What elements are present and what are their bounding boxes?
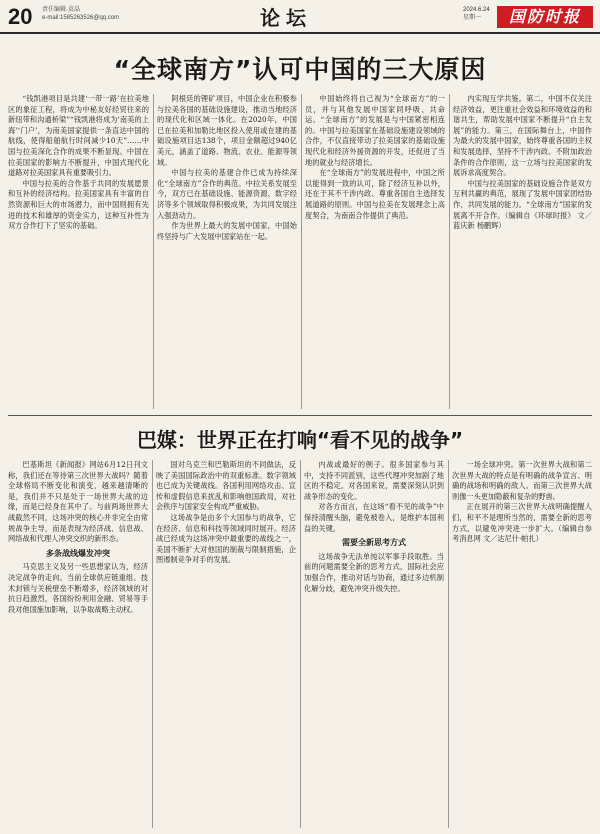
paragraph: 中国与拉美的基建合作已成为持续深化“全球南方”合作的典范。中拉关系发展至今，双方已在基础设施、能源资源、数字经济等多个领域取得积极成果，为共同发展注入强劲动力。 bbox=[157, 168, 297, 220]
paragraph: 马克思主义及另一些思想家认为，经济决定战争的走向。当前全球供应链重组、技术封锁与关税壁垒不断增多，经济领域的对抗日趋激烈，各国纷纷利用金融、贸易等手段对他国施加影响，以争取战略主动权。 bbox=[8, 562, 148, 614]
article2-column-4 bbox=[452, 460, 592, 828]
paragraph: 在“全球南方”的发展进程中，中国之所以能得到一致的认可，除了经济互补以外，还在于其不干涉内政、尊重各国自主选择发展道路的原则。中国与拉美在发展理念上高度契合，为南南合作提供了典范。 bbox=[305, 168, 445, 220]
paragraph: 国对乌克兰和巴勒斯坦的不同做法，反映了美国国际政治中的双重标准。数字领域也已成为关键战线。各国利用网络攻击、宣传和虚假信息来扰乱和影响他国政局，对社会秩序与国家安全构成严重威胁。 bbox=[156, 460, 296, 512]
date-line: 2024.6.24 bbox=[463, 7, 490, 13]
paragraph: 正在展开的第三次世界大战明确提醒人们，和平不是理所当然的，需要全新的思考方式，以避免冲突进一步扩大。（编辑自参考消息网 文／达尼什·帕扎） bbox=[452, 502, 592, 544]
column-divider bbox=[300, 460, 301, 828]
paragraph: 作为世界上最大的发展中国家，中国始终坚持与广大发展中国家站在一起。 bbox=[157, 221, 297, 241]
paragraph: 这场战争无法单纯以军事手段取胜。当前的问题需要全新的思考方式，国际社会应加强合作，推动对话与协商，通过多边机制化解分歧，避免冲突升级失控。 bbox=[304, 551, 444, 593]
paragraph: 内实现互学共鉴。第二，中国不仅关注经济效益，更注重社会效益和环境效益的和谐共生，帮助发展中国家不断提升“自主发展”的能力。第三，在国际舞台上，中国作为最大的发展中国家，始终尊重各国的主权和发展选择，坚持不干涉内政、不附加政治条件的合作原则，这一立场与拉美国家的发展诉求高度契合。 bbox=[453, 94, 592, 178]
paragraph: 中国始终将自己视为“全球南方”的一员，并与其他发展中国家同呼吸、共命运。“全球南方”的发展是与中国紧密相连的。中国与拉美国家在基础设施建设领域的合作，不仅直接带动了拉美国家的基础设施现代化和经济外援资源的开发，还促进了当地的就业与经济增长。 bbox=[305, 94, 445, 167]
article2-column-2 bbox=[156, 460, 296, 828]
paragraph: 内战或最好的例子。很多国家参与其中，支持不同派别，这些代理冲突加剧了地区的不稳定。对各国来说，需要深刻认识到战争形态的变化。 bbox=[304, 460, 444, 501]
date-info bbox=[463, 6, 490, 22]
article2-column-3 bbox=[304, 460, 444, 828]
editor-line: 责任编辑·袁晶 bbox=[42, 7, 80, 13]
weekday-line: 星期一 bbox=[463, 15, 482, 21]
column-divider bbox=[152, 460, 153, 828]
section-title: 论坛 bbox=[260, 6, 312, 30]
paper-logo: 国防时报 bbox=[497, 6, 593, 28]
column-divider bbox=[448, 460, 449, 828]
subheading: 多条战线爆发冲突 bbox=[46, 548, 110, 558]
article1-column-4 bbox=[453, 94, 592, 409]
paragraph: 中国与拉美国家的基础设施合作是双方互利共赢的典范，展现了发展中国家团结协作、共同发展的能力。“全球南方”国家的发展离不开合作。（编辑自《环球时报》 文／蓝庆新 杨鹏辉） bbox=[453, 178, 592, 231]
paragraph: 中国与拉美的合作基于共同的发展愿景和互补的经济结构。拉美国家具有丰富的自然资源和巨大的市场潜力，而中国则拥有先进的技术和雄厚的资金实力，这种互补性为双方合作打下了坚实的基础。 bbox=[8, 178, 149, 231]
page-number: 20 bbox=[8, 4, 33, 29]
paragraph: “钱凯港项目是共建‘一带一路’在拉美地区的象征工程，将成为中秘友好经贸往来的新纽带和沟通桥梁”“钱凯港将成为‘南美的上海’‘门户’，为南美国家提供一条直达中国的航线，使得船舶航行时间减少10天”……中国与拉美深化合作的成果不断显现。中国在拉美国家的影响力不断提升，中国式现代化道路对拉美国家具有重要吸引力。 bbox=[8, 94, 149, 178]
article1-column-2 bbox=[157, 94, 297, 409]
email-line: e-mail:1585263526@qq.com bbox=[42, 15, 120, 21]
column-divider bbox=[153, 94, 154, 409]
article2-column-1 bbox=[8, 460, 148, 828]
paragraph: 一场全球冲突。第一次世界大战和第二次世界大战的特点是有明确的战争宣言、明确的战场和明确的敌人。而第三次世界大战则像一头更加隐蔽和复杂的野兽。 bbox=[452, 460, 592, 501]
subheading: 需要全新思考方式 bbox=[342, 538, 406, 548]
article1-headline: “全球南方”认可中国的三大原因 bbox=[113, 55, 487, 84]
column-divider bbox=[301, 94, 302, 409]
paragraph: 巴基斯坦《新闻报》网站6月12日刊文称，我们还在等待第三次世界大战吗？随着全球格局不断变化和演变，越来越清晰的是，我们并不只是处于一场世界大战的边缘，而是已经身在其中了。与前两场世界大战截然不同，这场冲突的核心并非完全由常规战争主导，而是表现为经济战、信息战、网络战和代理人冲突交织的新形态。 bbox=[8, 460, 148, 544]
editor-info bbox=[42, 6, 119, 22]
paragraph: 对各方而言，在这场“看不见的战争”中保持清醒头脑，避免被卷入，是维护本国利益的关键。 bbox=[304, 502, 444, 533]
article1-column-1 bbox=[8, 94, 149, 409]
column-divider bbox=[449, 94, 450, 409]
article2-headline: 巴媒：世界正在打响“看不见的战争” bbox=[136, 428, 464, 452]
article-divider bbox=[8, 415, 592, 416]
paragraph: 阿根廷的锂矿项目，中国企业在积极参与拉美各国的基础设施建设，推动当地经济的现代化和区域一体化。在2020年，中国已在拉美和加勒比地区投入使用或在建的基础设施项目达138个，项目金额超过940亿美元，涵盖了道路、物流、农业、能源等领域。 bbox=[157, 94, 297, 167]
masthead bbox=[0, 0, 600, 34]
article1-column-3 bbox=[305, 94, 445, 409]
paragraph: 这场战争是由多个大国参与的战争，它在经济、信息和科技等领域同时展开。经济战已经成为这场冲突中最重要的战线之一，美国不断扩大对他国的制裁与限制措施，企图遏制竞争对手的发展。 bbox=[156, 512, 296, 565]
